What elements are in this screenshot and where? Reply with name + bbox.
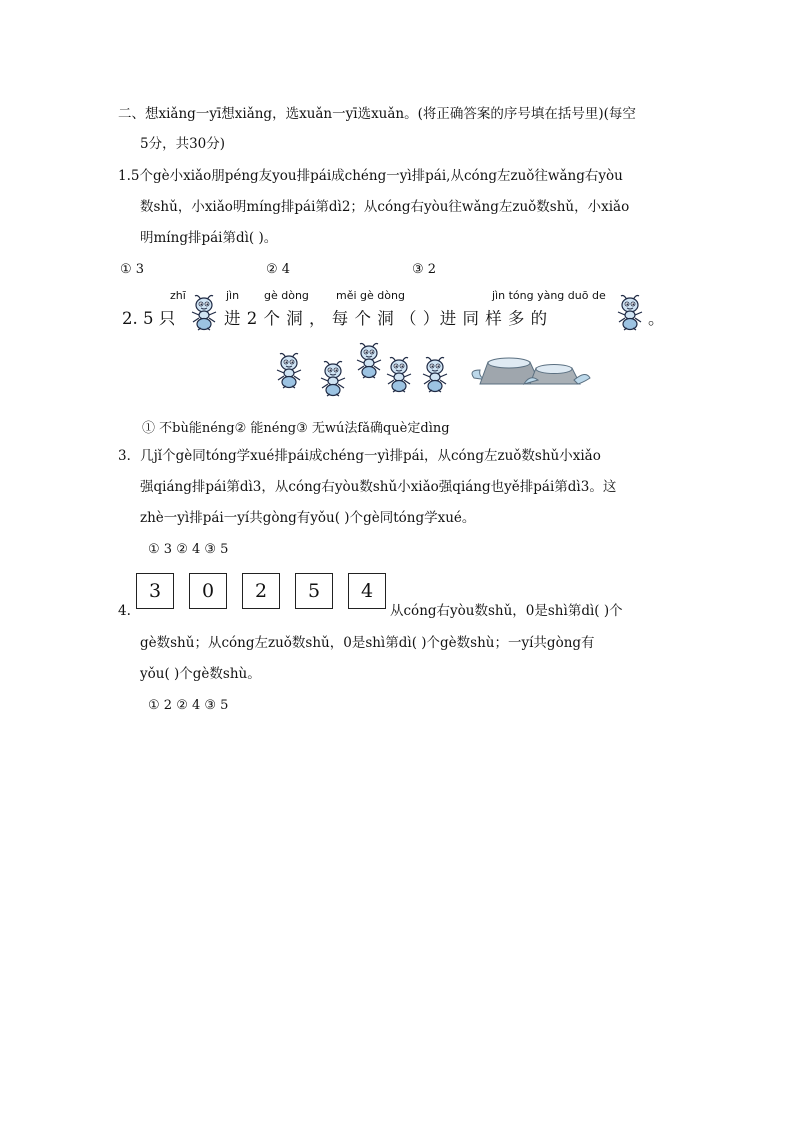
q2-pinyin-jin-tong-yang-duo-de: jìn tóng yàng duō de bbox=[492, 289, 606, 302]
section-title-line-2: 5分，共30分) bbox=[140, 136, 226, 152]
q2-text-part-1: 2. 5 只 bbox=[122, 309, 176, 328]
q4-options[interactable]: ① 2 ② 4 ③ 5 bbox=[148, 698, 229, 713]
q2-pinyin-ge-dong: gè dòng bbox=[264, 289, 309, 302]
digit-card: 5 bbox=[295, 573, 333, 609]
q2-text-part-2: 进 2 个 洞 ， 每 个 洞 （ ）进 同 样 多 的 bbox=[224, 309, 548, 328]
digit-card: 4 bbox=[348, 573, 386, 609]
ant-icon bbox=[615, 294, 647, 330]
q3-options[interactable]: ① 3 ② 4 ③ 5 bbox=[148, 542, 229, 557]
q1-line-3: 明míng排pái第dì( )。 bbox=[140, 230, 278, 246]
q1-line-2: 数shǔ，小xiǎo明míng排pái第dì2；从cóng右yòu往wǎng左zuǒ数shǔ，小xiǎo bbox=[140, 199, 630, 215]
section-title-line-1: 二、想xiǎng一yī想xiǎng，选xuǎn一yī选xuǎn。(将正确答案的序号填在括号里)(每空 bbox=[118, 106, 636, 122]
q2-pinyin-jin: jìn bbox=[226, 289, 240, 302]
digit-card: 2 bbox=[242, 573, 280, 609]
ant-icon bbox=[189, 294, 221, 330]
q1-option-3[interactable]: ③ 2 bbox=[412, 262, 437, 277]
q2-pinyin-zhi: zhī bbox=[170, 289, 186, 302]
q3-line-1: 3．几jǐ个gè同tóng学xué排pái成chéng一yì排pái，从cóng左zuǒ数shǔ小xiǎo bbox=[118, 448, 601, 464]
digit-card: 0 bbox=[189, 573, 227, 609]
q2-options[interactable]: ① 不bù能néng② 能néng③ 无wú法fǎ确què定dìng bbox=[142, 421, 450, 436]
q3-line-2: 强qiáng排pái第dì3，从cóng右yòu数shǔ小xiǎo强qiáng也yě排pái第dì3。这 bbox=[140, 479, 617, 495]
q2-pinyin-mei-ge-dong: měi gè dòng bbox=[336, 289, 405, 302]
q1-line-1: 1.5个gè小xiǎo朋péng友you排pái成chéng一yì排pái,从cóng左zuǒ往wǎng右yòu bbox=[118, 168, 623, 184]
ants-and-holes-illustration bbox=[268, 340, 598, 396]
digit-cards bbox=[136, 573, 388, 611]
q4-number: 4. bbox=[118, 603, 131, 619]
q4-line-1-tail: 从cóng右yòu数shǔ，0是shì第dì( )个 bbox=[390, 603, 623, 619]
digit-card: 3 bbox=[136, 573, 174, 609]
q4-line-2: gè数shǔ；从cóng左zuǒ数shǔ，0是shì第dì( )个gè数shù；一yí共gòng有 bbox=[140, 635, 595, 651]
q1-option-2[interactable]: ② 4 bbox=[266, 262, 291, 277]
q4-line-3: yǒu( )个gè数shù。 bbox=[140, 666, 261, 682]
q3-line-3: zhè一yì排pái一yí共gòng有yǒu( )个gè同tóng学xué。 bbox=[140, 510, 476, 526]
q2-text-part-3: 。 bbox=[648, 309, 665, 328]
q1-option-1[interactable]: ① 3 bbox=[120, 262, 145, 277]
